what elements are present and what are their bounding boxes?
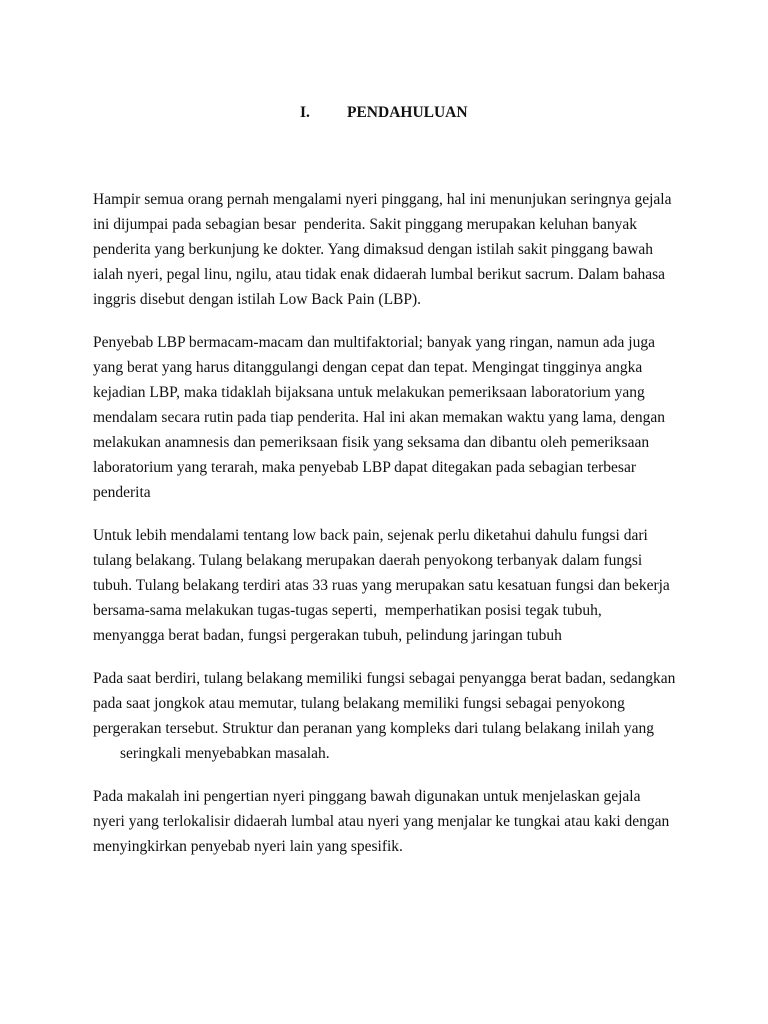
paragraph-line: Pada saat berdiri, tulang belakang memiliki fungsi sebagai penyangga berat badan, sedangkan bbox=[93, 670, 676, 687]
paragraph-line: penderita yang berkunjung ke dokter. Yang dimaksud dengan istilah sakit pinggang bawah bbox=[93, 241, 654, 258]
paragraph-line: Pada makalah ini pengertian nyeri pinggang bawah digunakan untuk menjelaskan gejala bbox=[93, 788, 641, 805]
section-number: I. bbox=[300, 104, 310, 121]
paragraph-4 bbox=[93, 666, 733, 766]
paragraph-line: Untuk lebih mendalami tentang low back pain, sejenak perlu diketahui dahulu fungsi dari bbox=[93, 527, 648, 544]
paragraph-line: mendalam secara rutin pada tiap penderita. Hal ini akan memakan waktu yang lama, dengan bbox=[93, 409, 665, 426]
paragraph-line: inggris disebut dengan istilah Low Back Pain (LBP). bbox=[93, 291, 422, 308]
paragraph-line: bersama-sama melakukan tugas-tugas seperti, memperhatikan posisi tegak tubuh, bbox=[93, 602, 602, 619]
paragraph-line: tulang belakang. Tulang belakang merupakan daerah penyokong terbanyak dalam fungsi bbox=[93, 552, 643, 569]
paragraph-line: ialah nyeri, pegal linu, ngilu, atau tidak enak didaerah lumbal berikut sacrum. Dalam bahasa bbox=[93, 266, 666, 283]
paragraph-3 bbox=[93, 523, 733, 648]
section-heading bbox=[0, 100, 768, 125]
document-body bbox=[93, 187, 733, 877]
paragraph-2 bbox=[93, 330, 733, 505]
paragraph-line: ini dijumpai pada sebagian besar penderita. Sakit pinggang merupakan keluhan banyak bbox=[93, 216, 638, 233]
paragraph-1 bbox=[93, 187, 733, 312]
paragraph-line: laboratorium yang terarah, maka penyebab LBP dapat ditegakan pada sebagian terbesar bbox=[93, 459, 636, 476]
paragraph-line: pergerakan tersebut. Struktur dan peranan yang kompleks dari tulang belakang inilah yang bbox=[93, 720, 654, 737]
section-title: PENDAHULUAN bbox=[347, 104, 468, 121]
paragraph-line: Hampir semua orang pernah mengalami nyeri pinggang, hal ini menunjukan seringnya gejala bbox=[93, 191, 672, 208]
paragraph-line: kejadian LBP, maka tidaklah bijaksana untuk melakukan pemeriksaan laboratorium yang bbox=[93, 384, 645, 401]
paragraph-line: melakukan anamnesis dan pemeriksaan fisik yang seksama dan dibantu oleh pemeriksaan bbox=[93, 434, 650, 451]
paragraph-line: seringkali menyebabkan masalah. bbox=[120, 745, 330, 762]
paragraph-line: menyingkirkan penyebab nyeri lain yang spesifik. bbox=[93, 838, 403, 855]
paragraph-5 bbox=[93, 784, 733, 859]
paragraph-line: tubuh. Tulang belakang terdiri atas 33 ruas yang merupakan satu kesatuan fungsi dan bekerja bbox=[93, 577, 670, 594]
paragraph-line: nyeri yang terlokalisir didaerah lumbal atau nyeri yang menjalar ke tungkai atau kaki dengan bbox=[93, 813, 670, 830]
paragraph-line: Penyebab LBP bermacam-macam dan multifaktorial; banyak yang ringan, namun ada juga bbox=[93, 334, 655, 351]
paragraph-line: penderita bbox=[93, 484, 151, 501]
paragraph-line: menyangga berat badan, fungsi pergerakan tubuh, pelindung jaringan tubuh bbox=[93, 627, 562, 644]
paragraph-line: yang berat yang harus ditanggulangi dengan cepat dan tepat. Mengingat tingginya angka bbox=[93, 359, 643, 376]
paragraph-line: pada saat jongkok atau memutar, tulang belakang memiliki fungsi sebagai penyokong bbox=[93, 695, 625, 712]
